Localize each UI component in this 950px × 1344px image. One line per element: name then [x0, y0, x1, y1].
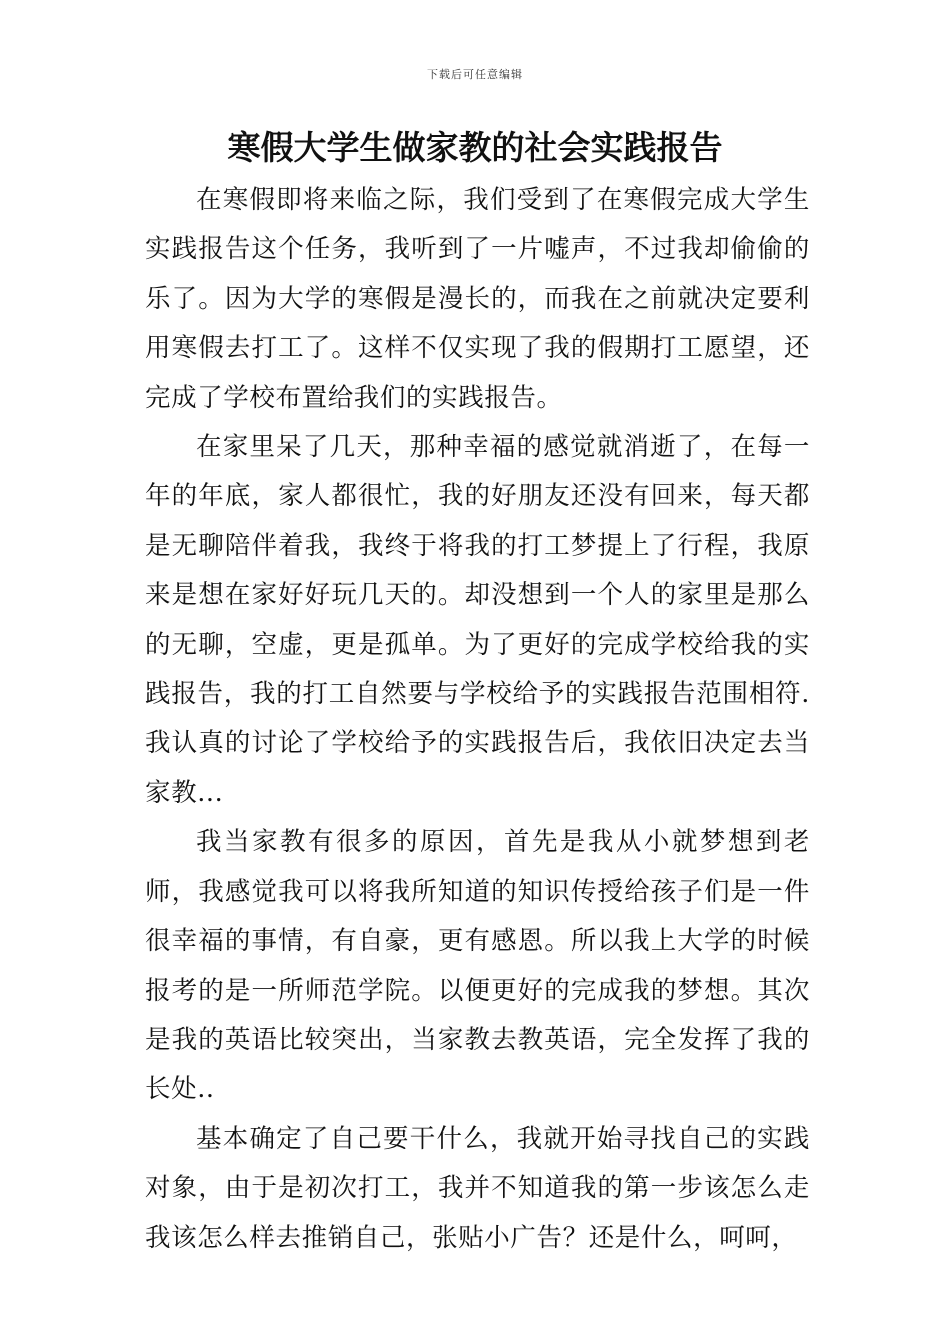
paragraph-3: 我当家教有很多的原因，首先是我从小就梦想到老师，我感觉我可以将我所知道的知识传授给孩子们是一件很幸福的事情，有自豪，更有感恩。所以我上大学的时候报考的是一所师范学院。以便更好的完成我的梦想。其次是我的英语比较突出，当家教去教英语，完全发挥了我的长处.. [145, 827, 810, 1105]
header-note: 下载后可任意编辑 [427, 68, 523, 81]
paragraph-2: 在家里呆了几天，那种幸福的感觉就消逝了，在每一年的年底，家人都很忙，我的好朋友还没有回来，每天都是无聊陪伴着我，我终于将我的打工梦提上了行程，我原来是想在家好好玩几天的。却没想到一个人的家里是那么的无聊，空虚，更是孤单。为了更好的完成学校给我的实践报告，我的打工自然要与学校给予的实践报告范围相符.我认真的讨论了学校给予的实践报告后，我依旧决定去当家教... [145, 432, 810, 808]
document-body [145, 176, 810, 1263]
paragraph-1: 在寒假即将来临之际，我们受到了在寒假完成大学生实践报告这个任务，我听到了一片嘘声，不过我却偷偷的乐了。因为大学的寒假是漫长的，而我在之前就决定要利用寒假去打工了。这样不仅实现了我的假期打工愿望，还完成了学校布置给我们的实践报告。 [145, 185, 810, 413]
document-title: 寒假大学生做家教的社会实践报告 [227, 128, 723, 167]
paragraph-4: 基本确定了自己要干什么，我就开始寻找自己的实践对象，由于是初次打工，我并不知道我的第一步该怎么走我该怎么样去推销自己，张贴小广告？还是什么，呵呵， [145, 1123, 810, 1253]
